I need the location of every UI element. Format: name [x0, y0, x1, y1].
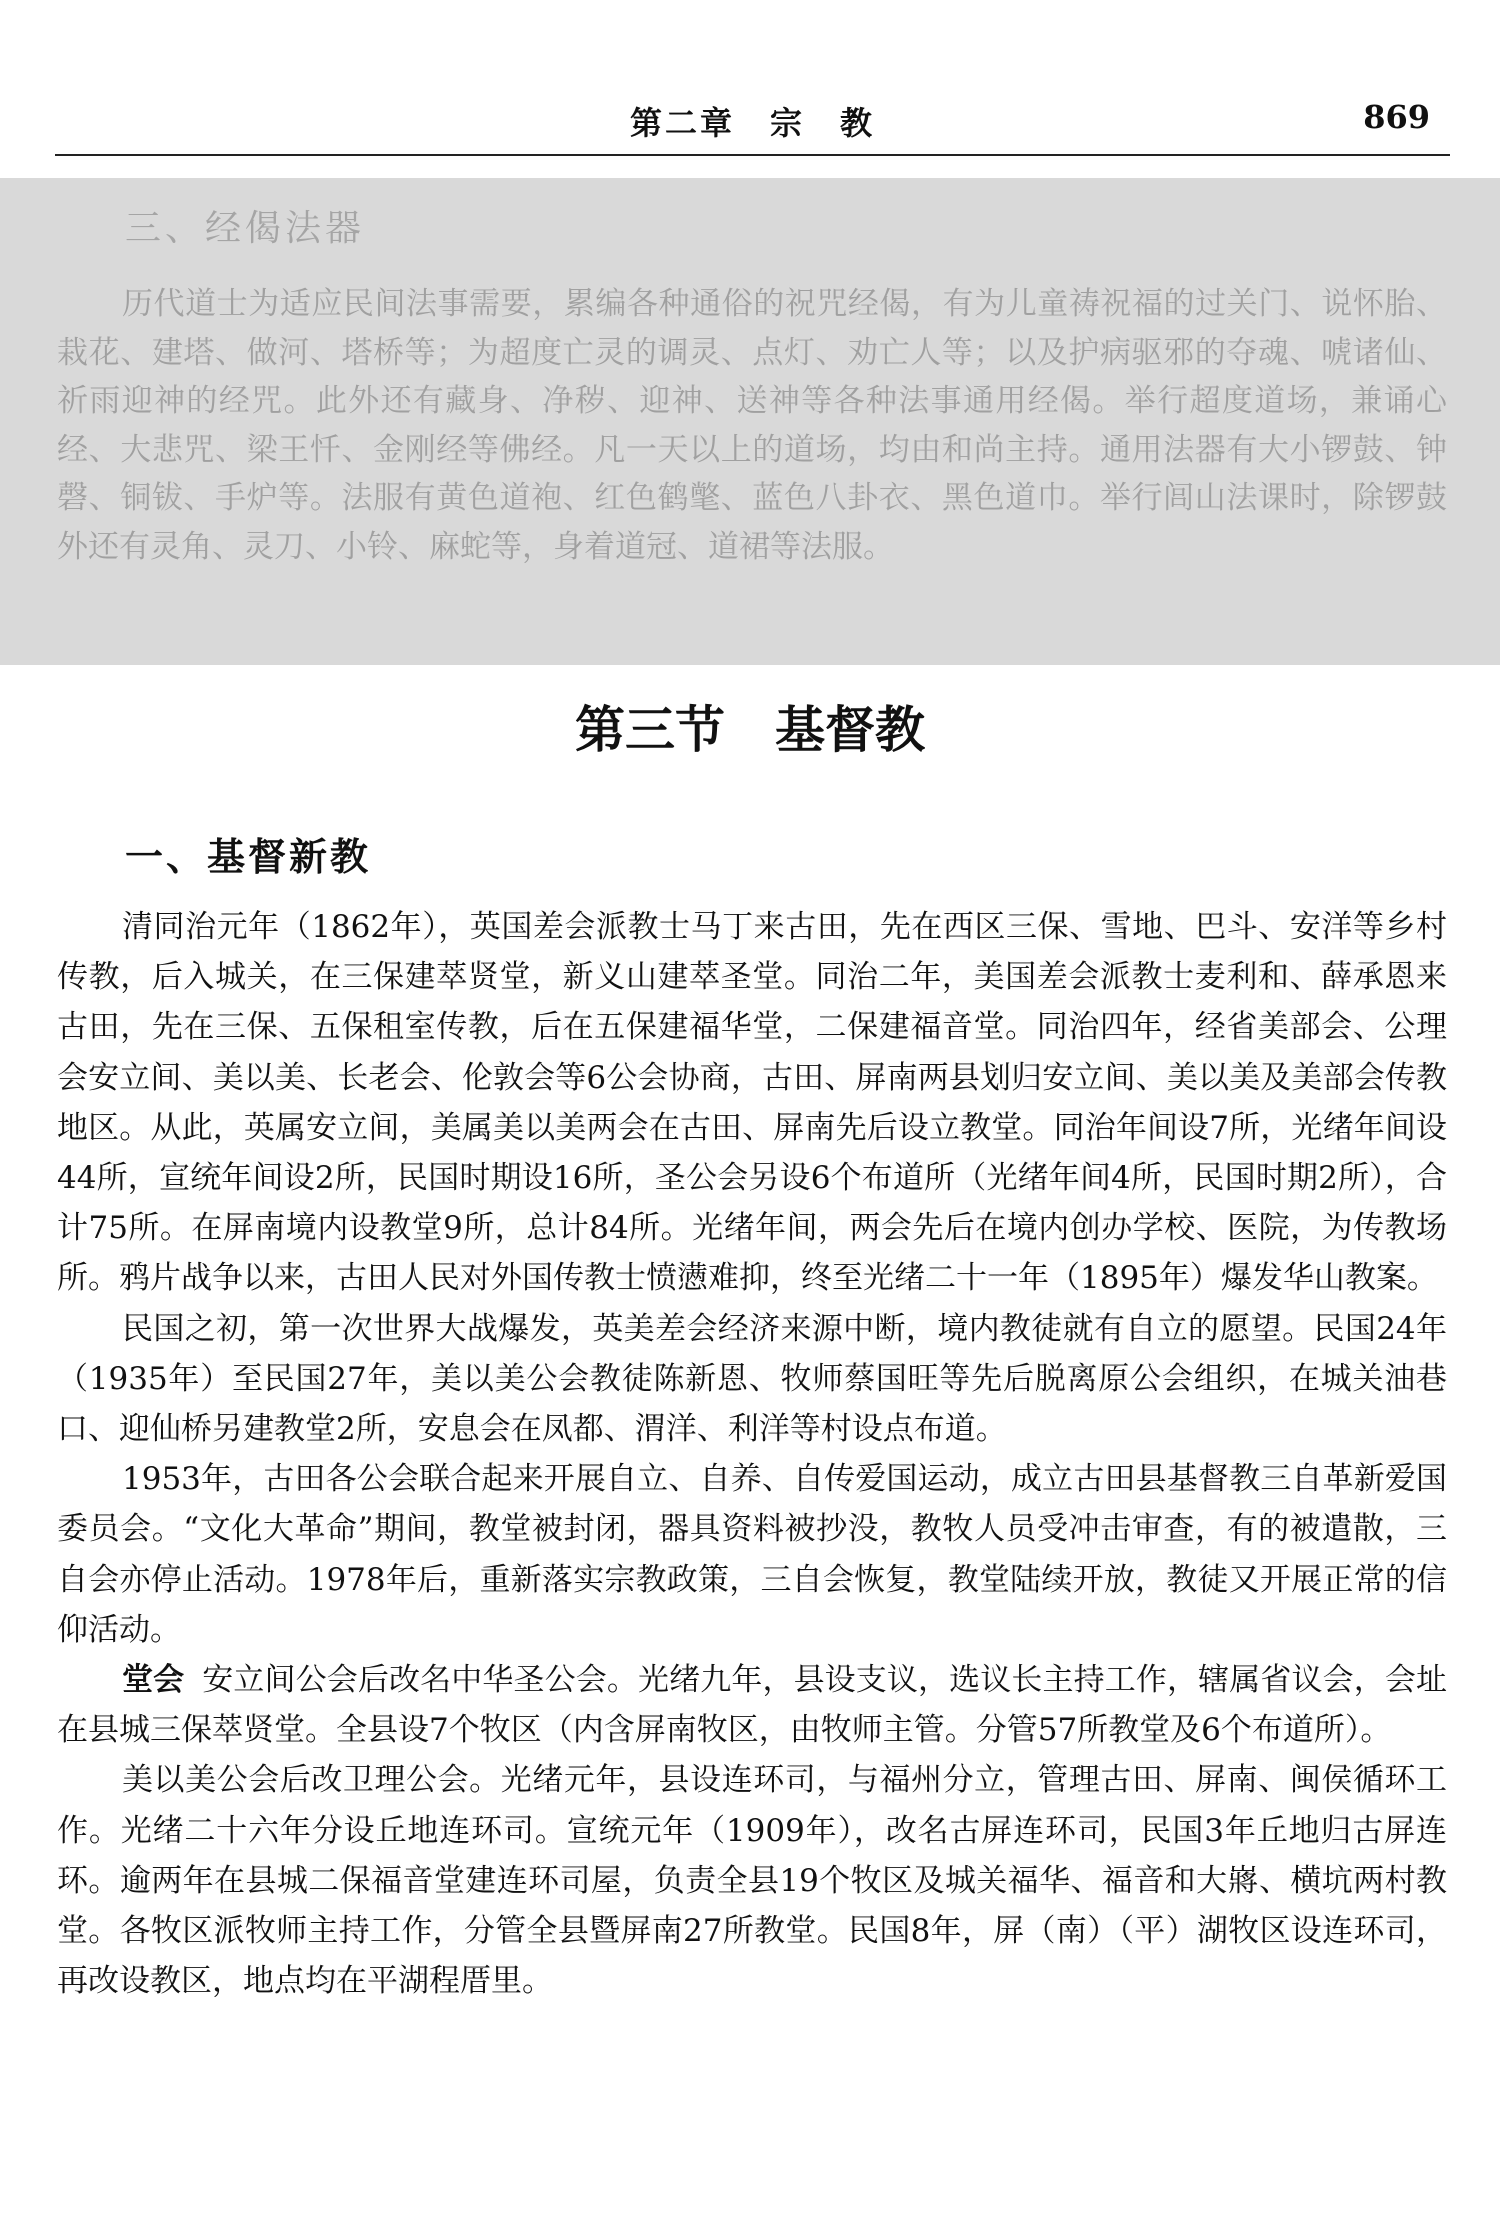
- paragraph: 民国之初，第一次世界大战爆发，英美差会经济来源中断，境内教徒就有自立的愿望。民国24年（1935年）至民国27年，美以美公会教徒陈新恩、牧师蔡国旺等先后脱离原公会组织，在城关油巷口、迎仙桥另建教堂2所，安息会在凤都、渭洋、利洋等村设点布道。: [57, 1310, 1447, 1448]
- chapter-title: 第二章 宗 教: [629, 104, 875, 142]
- paragraph: 清同治元年（1862年），英国差会派教士马丁来古田，先在西区三保、雪地、巴斗、安洋等乡村传教，后入城关，在三保建萃贤堂，新义山建萃圣堂。同治二年，美国差会派教士麦利和、薛承恩来古田，先在三保、五保租室传教，后在五保建福华堂，二保建福音堂。同治四年，经省美部会、公理会安立间、美以美、长老会、伦敦会等6公会协商，古田、屏南两县划归安立间、美以美及美部会传教地区。从此，英属安立间，美属美以美两会在古田、屏南先后设立教堂。同治年间设7所，光绪年间设44所，宣统年间设2所，民国时期设16所，圣公会另设6个布道所（光绪年间4所，民国时期2所），合计75所。在屏南境内设教堂9所，总计84所。光绪年间，两会先后在境内创办学校、医院，为传教场所。鸦片战争以来，古田人民对外国传教士愤懑难抑，终至光绪二十一年（1895年）爆发华山教案。: [57, 909, 1447, 1297]
- shaded-section-heading: 三、经偈法器: [125, 208, 366, 249]
- shaded-section: [0, 178, 1500, 665]
- paragraph-text: 安立间公会后改名中华圣公会。光绪九年，县设支议，选议长主持工作，辖属省议会，会址在县城三保萃贤堂。全县设7个牧区（内含屏南牧区，由牧师主管。分管57所教堂及6个布道所）。: [57, 1662, 1448, 1749]
- page-number: 869: [1363, 98, 1430, 136]
- paragraph: 1953年，古田各公会联合起来开展自立、自养、自传爱国运动，成立古田县基督教三自革新爱国委员会。“文化大革命”期间，教堂被封闭，器具资料被抄没，教牧人员受冲击审查，有的被遣散，三自会亦停止活动。1978年后，重新落实宗教政策，三自会恢复，教堂陆续开放，教徒又开展正常的信仰活动。: [57, 1461, 1447, 1648]
- page-header: [55, 92, 1450, 156]
- section-title: 第三节 基督教: [575, 700, 925, 759]
- paragraph-lead-term: 堂会: [122, 1662, 185, 1699]
- paragraph-tanghui: [57, 1655, 1447, 1755]
- paragraph: 美以美公会后改卫理公会。光绪元年，县设连环司，与福州分立，管理古田、屏南、闽侯循环工作。光绪二十六年分设丘地连环司。宣统元年（1909年），改名古屏连环司，民国3年丘地归古屏连环。逾两年在县城二保福音堂建连环司屋，负责全县19个牧区及城关福华、福音和大嶈、横坑两村教堂。各牧区派牧师主持工作，分管全县暨屏南27所教堂。民国8年，屏（南）（平）湖牧区设连环司，再改设教区，地点均在平湖程厝里。: [57, 1762, 1447, 2000]
- subsection-heading: 一、基督新教: [125, 834, 372, 879]
- body-text: [57, 902, 1447, 2006]
- shaded-section-paragraph: 历代道士为适应民间法事需要，累编各种通俗的祝咒经偈，有为儿童祷祝福的过关门、说怀胎、栽花、建塔、做河、塔桥等；为超度亡灵的调灵、点灯、劝亡人等；以及护病驱邪的夺魂、唬诸仙、祈雨迎神的经咒。此外还有藏身、净秽、迎神、送神等各种法事通用经偈。举行超度道场，兼诵心经、大悲咒、梁王忏、金刚经等佛经。凡一天以上的道场，均由和尚主持。通用法器有大小锣鼓、钟磬、铜钹、手炉等。法服有黄色道袍、红色鹤氅、蓝色八卦衣、黑色道巾。举行闾山法课时，除锣鼓外还有灵角、灵刀、小铃、麻蛇等，身着道冠、道裙等法服。: [57, 286, 1447, 565]
